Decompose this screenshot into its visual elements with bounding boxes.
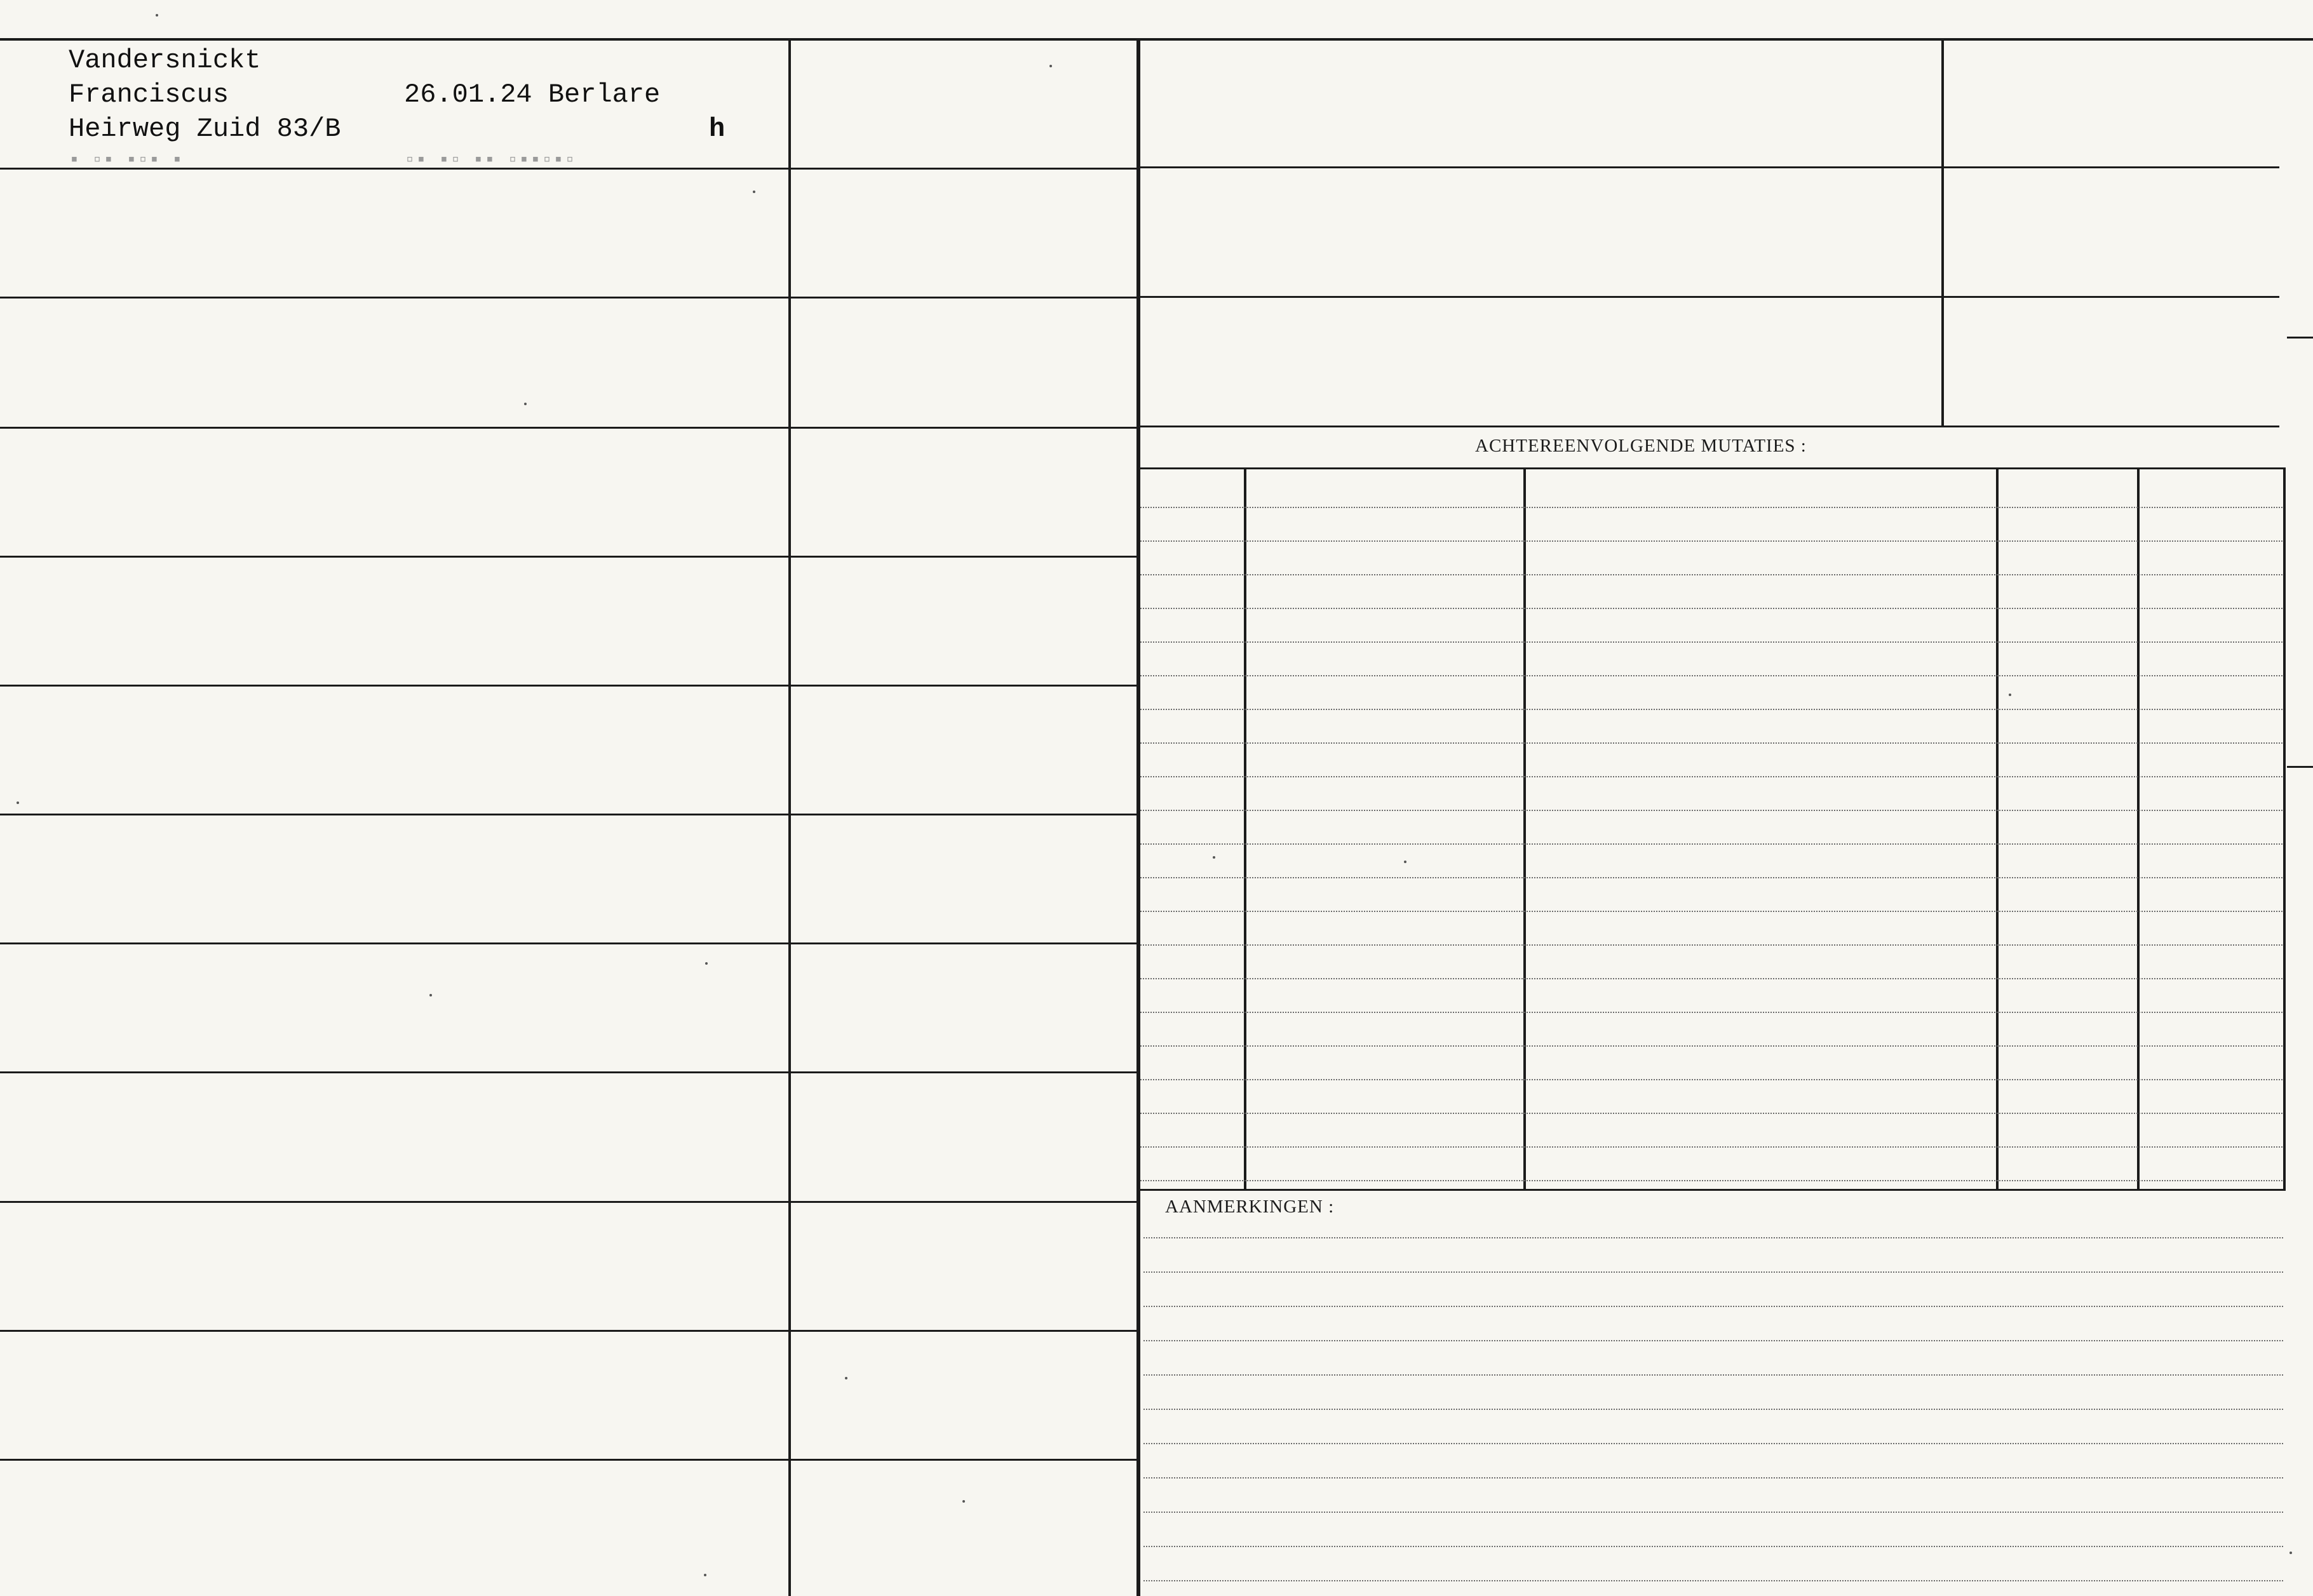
speck bbox=[753, 191, 755, 193]
right-top-row-3 bbox=[1138, 426, 2279, 427]
center-divider bbox=[1136, 38, 1140, 1596]
mutations-ruled-line bbox=[1140, 843, 2283, 845]
left-table-row-line bbox=[0, 556, 1137, 558]
mutations-ruled-line bbox=[1140, 709, 2283, 710]
left-table-row-line bbox=[0, 1201, 1137, 1203]
ghost-trace-left: ▪ ▫▪ ▪▫▪ ▪ bbox=[69, 150, 184, 171]
left-table-row-line bbox=[0, 1459, 1137, 1461]
remarks-ruled-line bbox=[1143, 1374, 2283, 1376]
given-name: Franciscus bbox=[69, 79, 229, 110]
mutations-ruled-line bbox=[1140, 776, 2283, 777]
speck bbox=[429, 994, 432, 996]
margin-tick-2 bbox=[2287, 766, 2313, 768]
mutations-col-4 bbox=[2137, 467, 2140, 1189]
remarks-ruled-line bbox=[1143, 1271, 2283, 1273]
left-table-row-line bbox=[0, 297, 1137, 298]
mutations-ruled-line bbox=[1140, 742, 2283, 744]
remarks-ruled-line bbox=[1143, 1580, 2283, 1581]
right-top-column-divider bbox=[1941, 38, 1944, 426]
speck bbox=[1213, 856, 1215, 859]
left-table-row-line bbox=[0, 427, 1137, 429]
mutations-ruled-line bbox=[1140, 810, 2283, 811]
mutations-heading: ACHTEREENVOLGENDE MUTATIES : bbox=[1475, 436, 1807, 456]
speck bbox=[962, 1500, 965, 1503]
mutations-col-1 bbox=[1244, 467, 1246, 1189]
mutations-ruled-line bbox=[1140, 978, 2283, 979]
top-border bbox=[0, 38, 2313, 41]
mutations-ruled-line bbox=[1140, 1113, 2283, 1114]
speck bbox=[1049, 65, 1052, 67]
speck bbox=[704, 1574, 706, 1576]
mutations-col-3 bbox=[1996, 467, 1999, 1189]
speck bbox=[524, 403, 527, 405]
left-column-divider bbox=[788, 38, 791, 1596]
mutations-col-2 bbox=[1523, 467, 1526, 1189]
mutations-ruled-line bbox=[1140, 1012, 2283, 1013]
remarks-ruled-line bbox=[1143, 1546, 2283, 1547]
mutations-ruled-line bbox=[1140, 574, 2283, 575]
speck bbox=[1404, 861, 1406, 863]
left-table-row-line bbox=[0, 1330, 1137, 1332]
margin-tick-1 bbox=[2287, 337, 2313, 339]
surname: Vandersnickt bbox=[69, 45, 261, 76]
mutations-ruled-line bbox=[1140, 1146, 2283, 1148]
left-table-row-line bbox=[0, 814, 1137, 815]
address: Heirweg Zuid 83/B bbox=[69, 114, 341, 144]
remarks-ruled-line bbox=[1143, 1443, 2283, 1444]
mutations-ruled-line bbox=[1140, 911, 2283, 912]
speck bbox=[156, 14, 158, 17]
mutations-ruled-line bbox=[1140, 1180, 2283, 1181]
birth-date-place: 26.01.24 Berlare bbox=[404, 79, 661, 110]
mutations-ruled-line bbox=[1140, 540, 2283, 542]
mark-letter: h bbox=[709, 114, 725, 144]
speck bbox=[2009, 694, 2011, 696]
mutations-ruled-line bbox=[1140, 1079, 2283, 1080]
left-table-row-line bbox=[0, 1071, 1137, 1073]
mutations-col-5 bbox=[2283, 467, 2286, 1189]
remarks-ruled-line bbox=[1143, 1306, 2283, 1307]
mutations-ruled-line bbox=[1140, 1045, 2283, 1047]
speck bbox=[17, 801, 19, 804]
remarks-ruled-line bbox=[1143, 1512, 2283, 1513]
mutations-table-bottom bbox=[1138, 1189, 2286, 1191]
remarks-ruled-line bbox=[1143, 1477, 2283, 1479]
ghost-trace-right: ▫▪ ▪▫ ▪▪ ▫▪▪▫▪▫ bbox=[404, 150, 576, 171]
remarks-ruled-line bbox=[1143, 1237, 2283, 1238]
mutations-ruled-line bbox=[1140, 944, 2283, 946]
remarks-ruled-line bbox=[1143, 1409, 2283, 1410]
left-table-row-line bbox=[0, 685, 1137, 687]
mutations-ruled-line bbox=[1140, 641, 2283, 643]
mutations-table-top bbox=[1138, 467, 2286, 469]
mutations-ruled-line bbox=[1140, 877, 2283, 878]
mutations-ruled-line bbox=[1140, 675, 2283, 676]
speck bbox=[705, 962, 708, 965]
left-table-row-line bbox=[0, 942, 1137, 944]
right-top-row-2 bbox=[1138, 296, 2279, 298]
mutations-ruled-line bbox=[1140, 608, 2283, 609]
remarks-ruled-line bbox=[1143, 1340, 2283, 1341]
right-top-row-1 bbox=[1138, 166, 2279, 168]
mutations-ruled-line bbox=[1140, 507, 2283, 508]
speck bbox=[2289, 1552, 2292, 1554]
speck bbox=[845, 1377, 847, 1379]
remarks-heading: AANMERKINGEN : bbox=[1165, 1197, 1335, 1217]
